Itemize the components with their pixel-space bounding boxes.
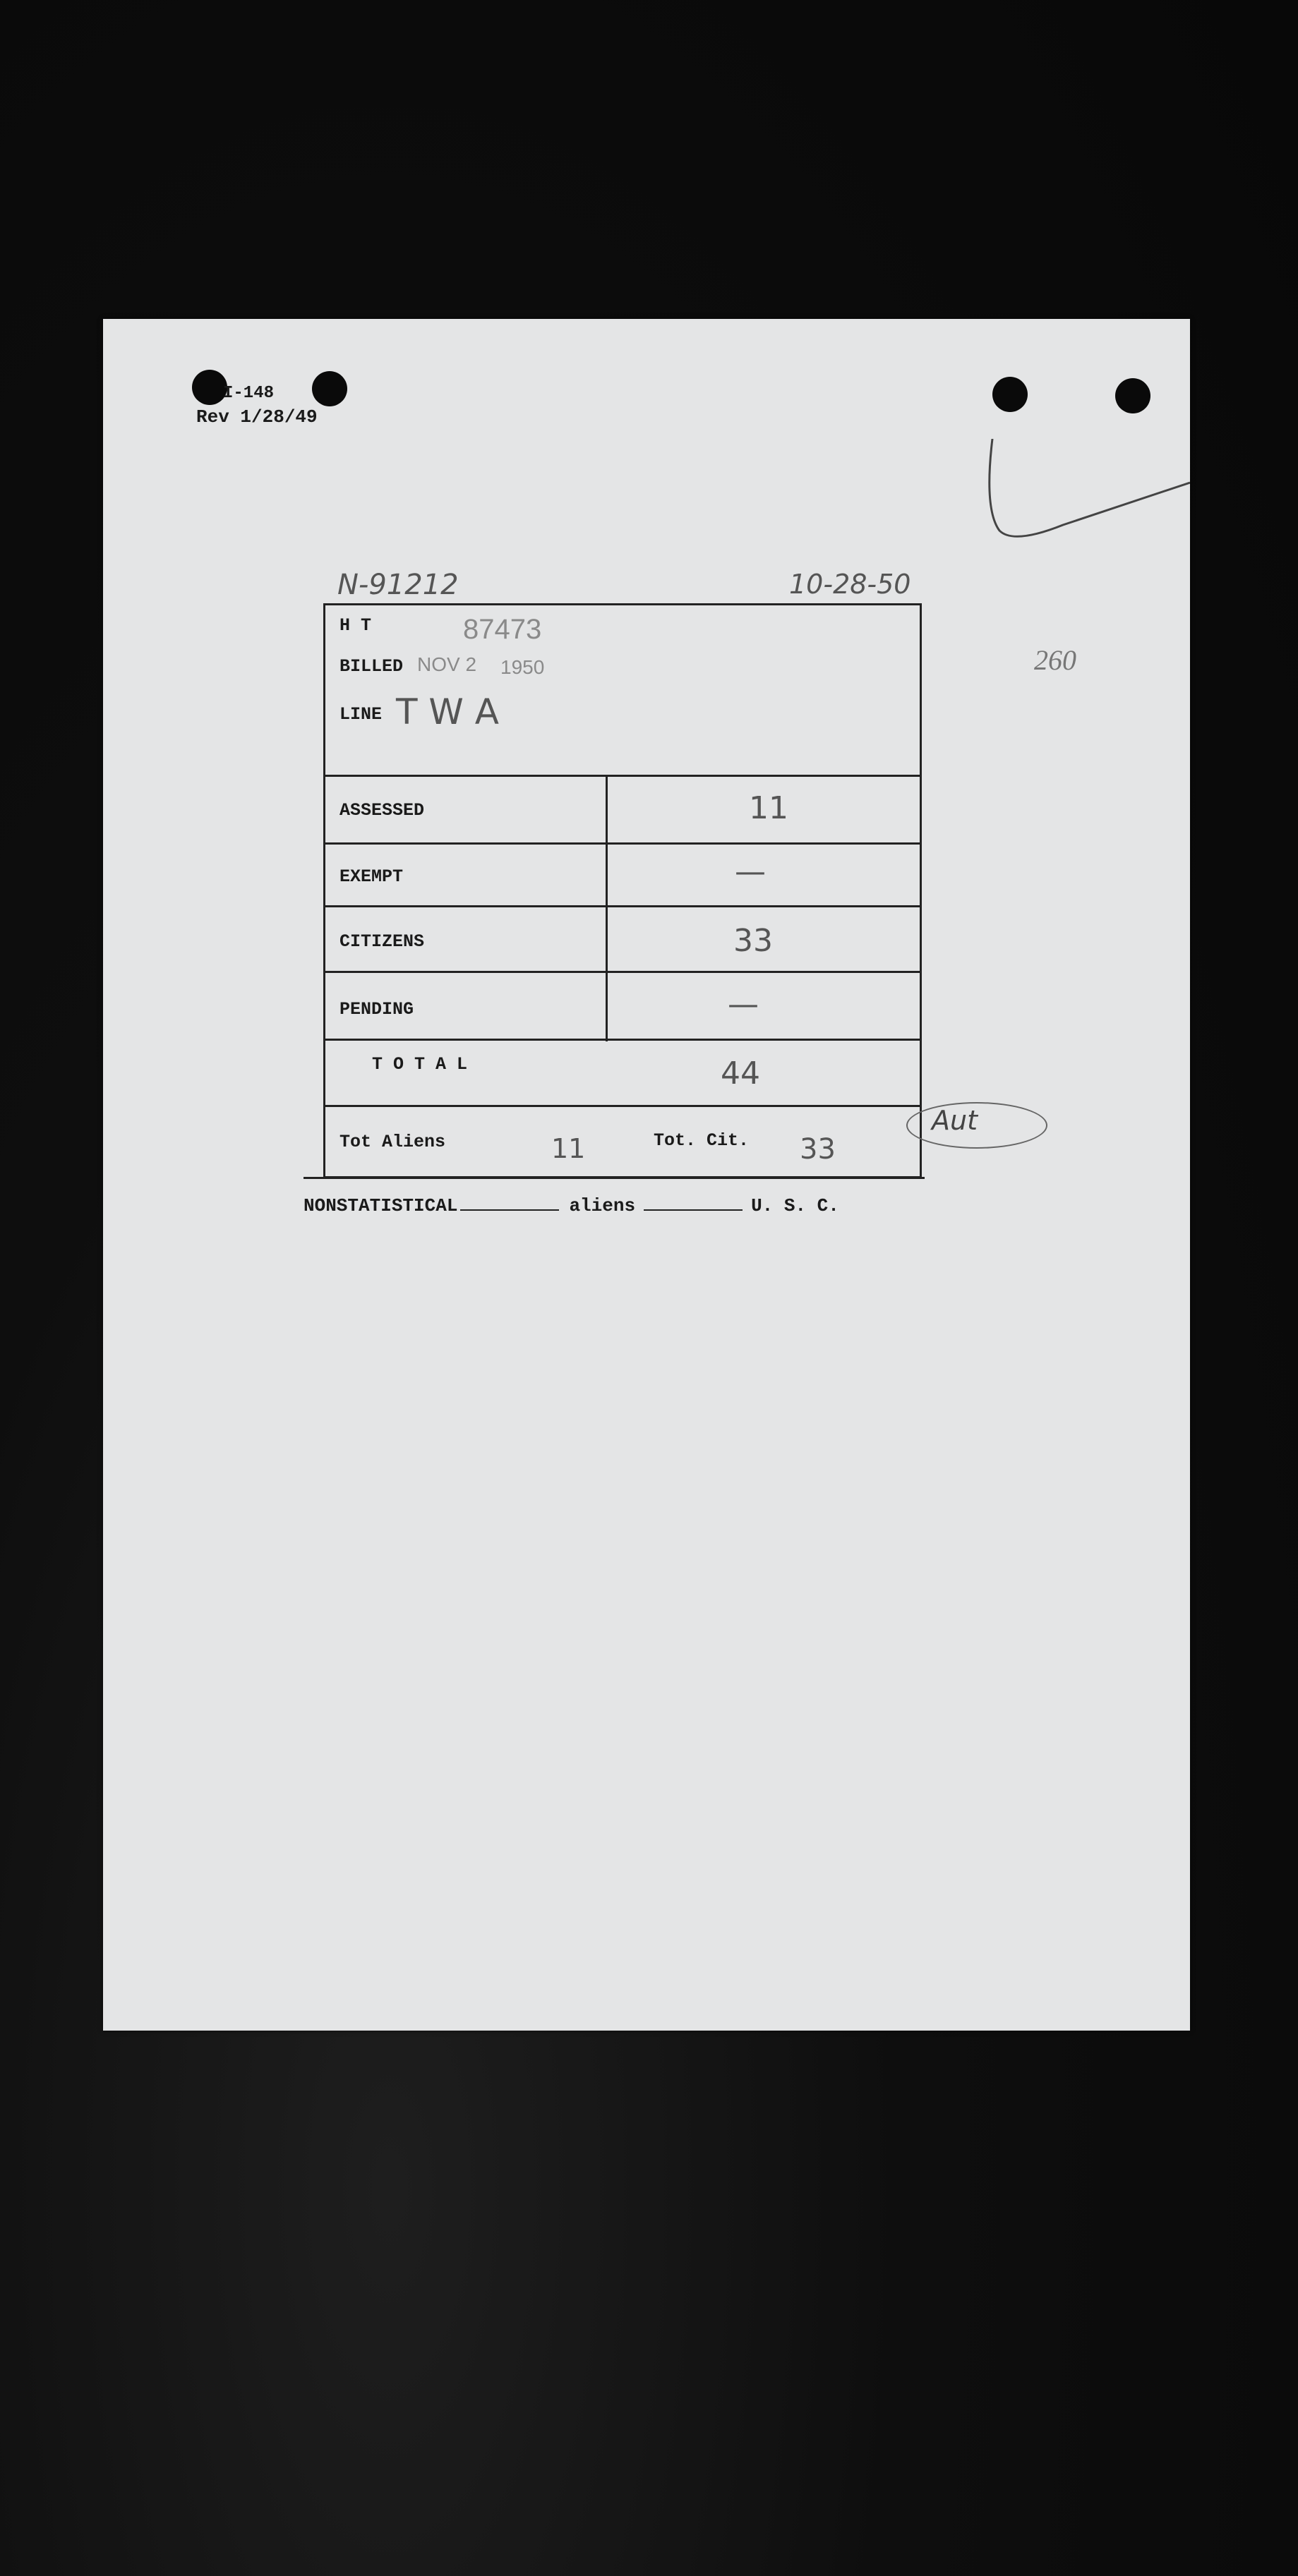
row-pending-value: — (728, 986, 759, 1022)
row-exempt-label: EXEMPT (339, 866, 404, 887)
divider (325, 842, 920, 845)
row-citizens-label: CITIZENS (339, 931, 425, 952)
ht-value: 87473 (463, 614, 542, 645)
side-number: 260 (1034, 644, 1076, 676)
aliens-label: aliens (569, 1195, 636, 1216)
punch-hole (1115, 378, 1150, 413)
tot-cit-label: Tot. Cit. (654, 1130, 750, 1151)
aliens-blank (644, 1209, 743, 1211)
total-value: 44 (721, 1056, 760, 1092)
divider (325, 1039, 920, 1041)
billed-stamp-month: NOV 2 (417, 653, 477, 675)
tot-cit-value: 33 (800, 1133, 836, 1166)
initials: Aut (932, 1105, 978, 1136)
line-label: LINE (339, 704, 383, 725)
divider (325, 971, 920, 973)
ht-label: H T (339, 615, 372, 636)
total-label: T O T A L (372, 1054, 468, 1075)
tot-aliens-label: Tot Aliens (339, 1132, 446, 1152)
form-number: I-148 (223, 384, 275, 403)
bottom-rule (304, 1177, 925, 1179)
punch-hole (312, 371, 347, 406)
divider (325, 905, 920, 907)
billed-stamp-year: 1950 (500, 656, 545, 678)
punch-hole (992, 377, 1028, 412)
billed-label: BILLED (339, 656, 404, 677)
usc-label: U. S. C. (751, 1195, 839, 1216)
checkmark-mark (978, 439, 1190, 580)
punch-hole (192, 370, 227, 405)
divider (325, 775, 920, 777)
nonstatistical-label: NONSTATISTICAL (304, 1195, 458, 1216)
row-assessed-value: 11 (749, 790, 788, 826)
row-pending-label: PENDING (339, 999, 414, 1020)
column-divider (606, 775, 608, 1041)
tot-aliens-value: 11 (551, 1133, 586, 1164)
row-assessed-label: ASSESSED (339, 800, 425, 821)
manifest-tally-form (323, 603, 922, 1178)
row-exempt-value: — (735, 854, 766, 890)
nonstatistical-blank (460, 1209, 559, 1211)
manifest-number: N-91212 (337, 569, 459, 601)
manifest-date: 10-28-50 (789, 569, 911, 600)
row-citizens-value: 33 (733, 923, 773, 959)
form-revision: Rev 1/28/49 (196, 406, 318, 428)
line-value: T W A (396, 691, 499, 732)
nonstatistical-line (304, 1195, 839, 1216)
divider (325, 1105, 920, 1107)
